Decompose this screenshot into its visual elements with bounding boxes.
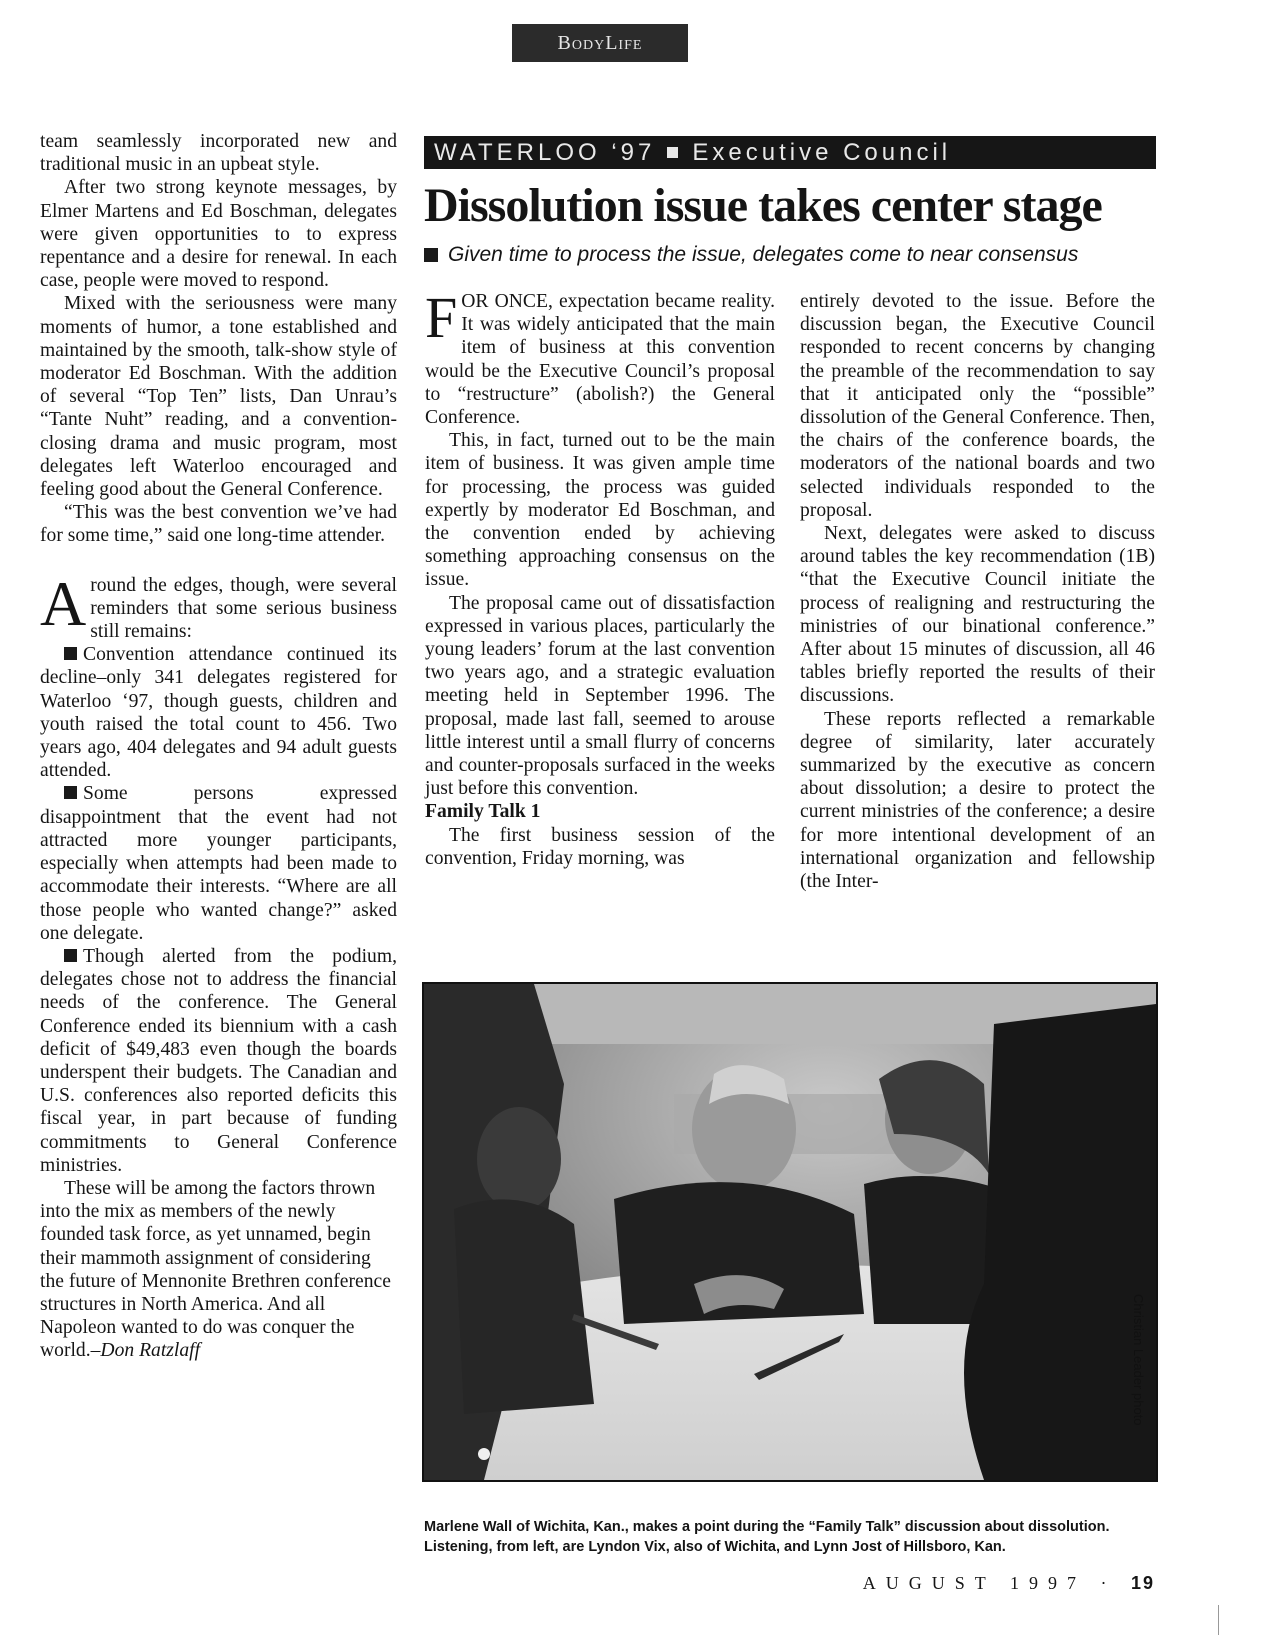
- left-paragraph-3: Mixed with the seriousness were many moments of humor, a tone established and maintained by the smooth, talk-show style of moderator Ed Boschman. With the addition of several “Top Ten” lists, Dan Unrau’s “Tante Nuht” reading, and a convention-closing drama and music program, most delegates left Waterloo encouraged and feeling good about the General Conference.: [40, 293, 397, 501]
- deck-text: Given time to process the issue, delegates come to near consensus: [448, 243, 1079, 266]
- edge-mark: [1218, 1605, 1219, 1635]
- page-number: 19: [1130, 1573, 1155, 1593]
- news-photo: [422, 982, 1158, 1482]
- square-bullet-icon: [64, 647, 77, 660]
- photo-caption: Marlene Wall of Wichita, Kan., makes a point during the “Family Talk” discussion about dissolution. Listening, from left, are Lyndon Vix, also of Wichita, and Lynn Jost of Hillsboro, Kan.: [424, 1519, 1110, 1555]
- deck: [424, 243, 1184, 267]
- left-paragraph-5: [40, 567, 397, 644]
- middle-paragraph-4: The first business session of the convention, Friday morning, was: [425, 824, 775, 869]
- left-column: [40, 130, 397, 1363]
- page-footer: [810, 1573, 1155, 1594]
- left-bullet-1: [40, 643, 397, 782]
- middle-column: [425, 285, 775, 870]
- middle-paragraph-1: [425, 285, 775, 429]
- middle-paragraph-2: This, in fact, turned out to be the main item of business. It was given ample time for processing, the process was guided expertly by moderator Ed Boschman, and the convention ended by achieving something approaching consensus on the issue.: [425, 430, 775, 591]
- right-paragraph-2: Next, delegates were asked to discuss around tables the key recommendation (1B) “that the Executive Council initiate the process of realigning and restructuring the ministries of our binational conference.” After about 15 minutes of discussion, all 46 tables briefly reported the results of their discussions.: [800, 523, 1155, 707]
- left-paragraph-5-text: round the edges, though, were several reminders that some serious business still remains:: [90, 574, 397, 643]
- photo-illustration: [424, 984, 1156, 1480]
- section-tab: BodyLife: [512, 24, 688, 62]
- photo-credit: Christian Leader photo: [1131, 1294, 1146, 1426]
- left-bullet-2-text: Some persons expressed disappointment that the event had not attracted more younger participants, especially when attempts had been made to accommodate their interests. “Where are all those people who wanted change?” asked one delegate.: [40, 783, 397, 944]
- footer-date: AUGUST 1997: [862, 1573, 1086, 1593]
- banner-topic: Executive Council: [692, 138, 952, 166]
- square-separator-icon: [667, 147, 678, 158]
- left-paragraph-6-text: These will be among the factors thrown into the mix as members of the newly founded task force, as yet unnamed, begin their mammoth assignment of considering the future of Mennonite Brethren conference structures in North America. And all Napoleon wanted to do was conquer the world.: [40, 1177, 391, 1362]
- drop-cap-f: F: [425, 285, 458, 350]
- middle-paragraph-1-text: OR ONCE, expectation became reality. It was widely anticipated that the main item of business at this convention would be the Executive Council’s proposal to “restructure” (abolish?) the General Conference.: [425, 291, 775, 429]
- left-bullet-1-text: Convention attendance continued its decline–only 341 delegates registered for Waterloo ‘97, though guests, children and youth raised the total count to 456. Two years ago, 404 delegates and 94 adult guests attended.: [40, 644, 397, 782]
- square-bullet-icon: [64, 786, 77, 799]
- left-bullet-2: [40, 782, 397, 944]
- square-bullet-icon: [64, 949, 77, 962]
- right-paragraph-3: These reports reflected a remarkable degree of similarity, later accurately summarized by the executive as concern about dissolution; a desire to protect the current ministries of the conference; a desire for more intentional development of an international organization and fellowship (the Inter-: [800, 708, 1155, 893]
- left-bullet-3-text: Though alerted from the podium, delegates chose not to address the financial needs of the conference. The General Conference ended its biennium with a cash deficit of $49,483 even though the boards underspent their budgets. The Canadian and U.S. conferences also reported deficits this fiscal year, in part because of funding commitments to General Conference ministries.: [40, 945, 397, 1176]
- section-banner: [424, 136, 1156, 169]
- drop-cap-a: A: [40, 567, 87, 639]
- left-paragraph-1: team seamlessly incorporated new and traditional music in an upbeat style.: [40, 131, 397, 176]
- left-paragraph-2: After two strong keynote messages, by Elmer Martens and Ed Boschman, delegates were given opportunities to to express repentance and a desire for renewal. In each case, people were moved to respond.: [40, 177, 397, 292]
- right-paragraph-1: entirely devoted to the issue. Before the discussion began, the Executive Council responded to recent concerns by changing the preamble of the recommendation to say that it anticipated only the “possible” dissolution of the General Conference. Then, the chairs of the conference boards, the moderators of the national boards and two selected individuals responded to the proposal.: [800, 291, 1155, 521]
- left-paragraph-6: [40, 1177, 397, 1363]
- square-bullet-icon: [424, 248, 438, 262]
- byline: –Don Ratzlaff: [90, 1340, 201, 1362]
- banner-event: WATERLOO ‘97: [434, 138, 656, 166]
- middle-paragraph-3: The proposal came out of dissatisfaction expressed in various places, particularly the young leaders’ forum at the last convention two years ago, and a strategic evaluation meeting held in September 1996. The proposal, made last fall, seemed to arouse little interest until a small flurry of concerns and counter-proposals surfaced in the weeks just before this convention.: [425, 592, 775, 800]
- right-column: [800, 290, 1155, 893]
- headline: Dissolution issue takes center stage: [424, 179, 1102, 232]
- left-bullet-3: [40, 945, 397, 1177]
- left-paragraph-4: “This was the best convention we’ve had for some time,” said one long-time attender.: [40, 502, 397, 547]
- footer-separator: ·: [1100, 1573, 1117, 1593]
- subhead-family-talk: Family Talk 1: [425, 801, 541, 823]
